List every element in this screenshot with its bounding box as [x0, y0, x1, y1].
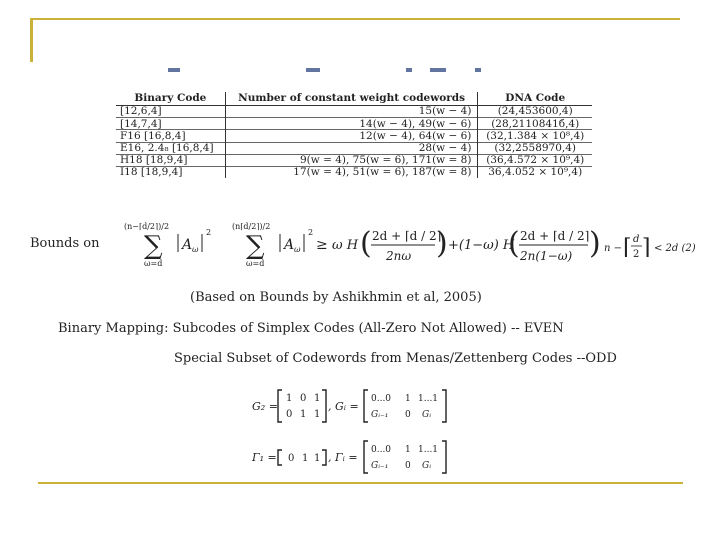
gi-cell: 1 [405, 394, 411, 404]
cell-dna: (28,2110841б,4) [478, 118, 592, 130]
cell-binary: E16, 2.4₈ [16,8,4] [116, 142, 225, 154]
gi-cell: 0...0 [371, 394, 392, 404]
omega-h: ω H [332, 238, 359, 253]
paren-open-1: ( [360, 226, 372, 261]
cell-count: 9(w = 4), 75(w = 6), 171(w = 8) [225, 154, 478, 166]
g2-lhs: G₂ = [252, 400, 278, 413]
tail-frac-num: d [633, 234, 640, 245]
gammai-cell: 0 [405, 461, 411, 471]
ge-sign: ≥ [316, 237, 328, 253]
frame-bottom-rule [38, 482, 683, 484]
plus-term: +(1−ω) H [448, 238, 515, 253]
table-row [116, 130, 592, 142]
table-row [116, 106, 592, 118]
sum1-power: 2 [206, 228, 212, 237]
frac1-den: 2nω [386, 249, 412, 263]
sum1-sigma: ∑ [144, 231, 163, 261]
paren-close-2: ) [589, 226, 601, 261]
cell-count: 12(w − 4), 64(w − 6) [225, 130, 478, 142]
paren-open-2: ( [508, 226, 520, 261]
sum2-limit-bottom: ω=d [246, 259, 265, 268]
code-table [116, 92, 592, 178]
bounds-label: Bounds on [30, 236, 100, 251]
gammai-cell: 1 [405, 445, 411, 455]
header-count: Number of constant weight codewords [225, 92, 478, 106]
gamma1-cell: 1 [314, 453, 321, 464]
cell-count: 28(w − 4) [225, 142, 478, 154]
cell-dna: (24,453600,4) [478, 106, 592, 118]
table-row [116, 154, 592, 166]
tail-n: n − [604, 243, 622, 254]
sum2-power: 2 [308, 228, 314, 237]
g2-cell: 1 [300, 409, 307, 420]
sum2-sigma: ∑ [246, 231, 265, 261]
tail-relation: < 2d (2) [654, 243, 696, 254]
table-row [116, 142, 592, 154]
caption-binary-mapping: Binary Mapping: Subcodes of Simplex Codes (All-Zero Not Allowed) -- EVEN [58, 321, 564, 336]
g2-cell: 1 [314, 393, 321, 404]
cell-dna: (36,4.572 × 10⁹,4) [478, 154, 592, 166]
cell-count: 15(w − 4) [225, 106, 478, 118]
cell-count: 17(w = 4), 51(w = 6), 187(w = 8) [225, 166, 478, 178]
cell-binary: H18 [18,9,4] [116, 154, 225, 166]
gi-cell: 0 [405, 410, 411, 420]
gi-lhs: , Gᵢ = [328, 400, 359, 413]
caption-based-on: (Based on Bounds by Ashikhmin et al, 2005) [190, 290, 482, 305]
cell-binary: F16 [16,8,4] [116, 130, 225, 142]
gi-cell: Gᵢ₋₁ [371, 410, 389, 420]
gammai-lhs: , Γᵢ = [328, 451, 358, 464]
title-remnant [168, 68, 483, 74]
cell-binary: [14,7,4] [116, 118, 225, 130]
g2-cell: 0 [300, 393, 307, 404]
sum1-limit-top: (n−⌈d/2⌉)/2 [124, 222, 170, 231]
sum2-a: A [284, 237, 295, 253]
generator-matrix-gamma [250, 437, 460, 477]
header-binary-code: Binary Code [116, 92, 225, 106]
g2-cell: 1 [314, 409, 321, 420]
paren-close-1: ) [436, 226, 448, 261]
gammai-cell: Gᵢ₋₁ [371, 461, 389, 471]
gi-cell: Gᵢ [422, 410, 431, 420]
sum1-omega: ω [192, 245, 199, 254]
frame-vertical-rule [30, 18, 33, 62]
gamma1-lhs: Γ₁ = [252, 451, 277, 464]
sum2-limit-top: (n⌈d/2⌉)/2 [232, 222, 271, 231]
table-row [116, 118, 592, 130]
tail-frac-den: 2 [633, 249, 640, 260]
sum1-a: A [182, 237, 193, 253]
cell-dna: 36,4.052 × 10⁹,4) [478, 166, 592, 178]
cell-binary: [12,6,4] [116, 106, 225, 118]
caption-special-subset: Special Subset of Codewords from Menas/Zettenberg Codes --ODD [174, 351, 617, 366]
gamma1-cell: 1 [302, 453, 309, 464]
tail-ceil-open: ⌈ [623, 235, 632, 260]
gi-cell: 1...1 [418, 394, 439, 404]
frac2-num: 2d + ⌈d / 2⌉ [520, 229, 590, 243]
gammai-cell: 1...1 [418, 445, 439, 455]
frac1-num: 2d + ⌈d / 2⌉ [372, 229, 442, 243]
cell-binary: I18 [18,9,4] [116, 166, 225, 178]
gammai-cell: Gᵢ [422, 461, 431, 471]
table-row [116, 166, 592, 178]
frac2-den: 2n(1−ω) [520, 249, 573, 263]
gammai-cell: 0...0 [371, 445, 392, 455]
cell-dna: (32,2558970,4) [478, 142, 592, 154]
cell-dna: (32,1.384 × 10⁸,4) [478, 130, 592, 142]
gamma1-cell: 0 [288, 453, 295, 464]
g2-cell: 1 [286, 393, 293, 404]
sum2-omega: ω [294, 245, 301, 254]
bounds-formula [120, 220, 696, 270]
g2-cell: 0 [286, 409, 293, 420]
sum1-limit-bottom: ω=d [144, 259, 163, 268]
header-dna-code: DNA Code [478, 92, 592, 106]
cell-count: 14(w − 4), 49(w − 6) [225, 118, 478, 130]
tail-ceil-close: ⌉ [642, 235, 651, 260]
table-header-row [116, 92, 592, 106]
frame-top-rule [30, 18, 680, 20]
generator-matrix-g [250, 386, 460, 426]
